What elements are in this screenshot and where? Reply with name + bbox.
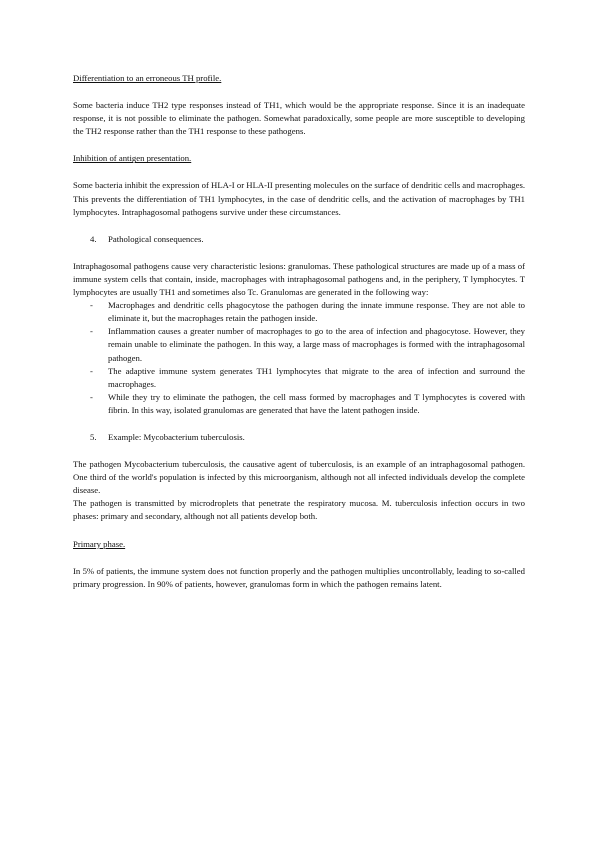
section-heading-antigen-presentation: Inhibition of antigen presentation.: [73, 153, 192, 164]
paragraph-transmission: The pathogen is transmitted by microdroplets that penetrate the respiratory mucosa. M. tuberculosis infection occurs in two phases: primary and secondary, although not all patients develop both.: [73, 498, 525, 522]
section-heading-erroneous-th-profile: Differentiation to an erroneous TH profile.: [73, 73, 222, 83]
numbered-heading-pathological-consequences: [90, 233, 525, 246]
list-item: [73, 391, 525, 417]
section-heading-primary-phase: Primary phase.: [73, 538, 126, 549]
list-item-text: Macrophages and dendritic cells phagocytose the pathogen during the innate immune response. They are not able to eliminate it, but the macrophages retain the pathogen inside.: [108, 300, 525, 324]
bullet-marker: -: [90, 365, 93, 376]
paragraph-mycobacterium-intro: The pathogen Mycobacterium tuberculosis, the causative agent of tuberculosis, is an example of an intraphagosomal pathogen. One third of the world's population is infected by this microorganism, although not all infected individuals develop the complete disease.: [73, 459, 525, 496]
section-title: Pathological consequences.: [108, 233, 204, 244]
section-number: 5.: [90, 431, 97, 442]
granuloma-steps-list: [73, 299, 525, 417]
paragraph-granulomas: Intraphagosomal pathogens cause very characteristic lesions: granulomas. These pathological structures are made up of a mass of immune system cells that contain, inside, macrophages with intraphagosomal pathogens and, in the periphery, T lymphocytes. T lymphocytes are usually TH1 and sometimes also Tc. Granulomas are generated in the following way:: [73, 260, 525, 298]
list-item-text: Inflammation causes a greater number of macrophages to go to the area of infection and phagocytose. However, they remain unable to eliminate the pathogen. In this way, a large mass of macrophages is formed with the intraphagosomal pathogen.: [108, 326, 525, 363]
list-item-text: The adaptive immune system generates TH1 lymphocytes that migrate to the area of infection and surround the macrophages.: [108, 365, 525, 389]
paragraph-primary-phase: In 5% of patients, the immune system does not function properly and the pathogen multiplies uncontrollably, leading to so-called primary progression. In 90% of patients, however, granulomas form in which the pathogen remains latent.: [73, 565, 525, 589]
section-title: Example: Mycobacterium tuberculosis.: [108, 431, 245, 442]
numbered-heading-mycobacterium-example: [90, 431, 525, 444]
bullet-marker: -: [90, 391, 93, 402]
list-item: [73, 299, 525, 325]
document-body: [73, 72, 525, 605]
bullet-marker: -: [90, 326, 93, 337]
list-item: [73, 325, 525, 364]
bullet-marker: -: [90, 300, 93, 311]
list-item: [73, 365, 525, 391]
section-number: 4.: [90, 233, 97, 244]
paragraph-antigen-presentation: Some bacteria inhibit the expression of HLA-I or HLA-II presenting molecules on the surface of dendritic cells and macrophages. This prevents the differentiation of TH1 lymphocytes, in the case of dendritic cells, and the activation of macrophages by TH1 lymphocytes. Intraphagosomal pathogens survive under these circumstances.: [73, 180, 525, 217]
paragraph-erroneous-th-profile: Some bacteria induce TH2 type responses instead of TH1, which would be the appropriate response. Since it is an inadequate response, it is not possible to eliminate the pathogen. Somewhat paradoxically, some people are more susceptible to developing the TH2 response rather than the TH1 response to these pathogens.: [73, 100, 525, 137]
list-item-text: While they try to eliminate the pathogen, the cell mass formed by macrophages and T lymphocytes is covered with fibrin. In this way, isolated granulomas are generated that have the latent pathogen inside.: [108, 391, 525, 415]
